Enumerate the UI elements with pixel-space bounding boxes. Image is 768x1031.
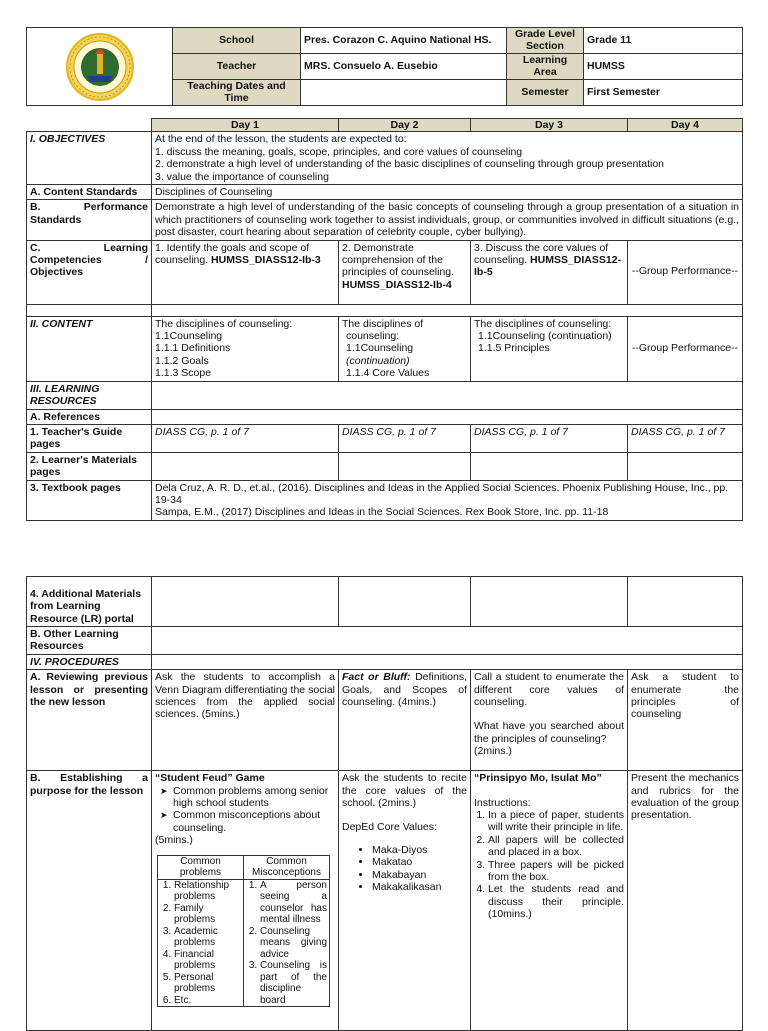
reviewing-text: Call a student to enumerate the different core values of counseling. xyxy=(474,671,624,709)
competency-day-2 xyxy=(339,240,471,304)
content-line: The disciplines of counseling: xyxy=(155,317,293,330)
reviewing-text: What have you searched about the principles of counseling? xyxy=(474,720,624,745)
establishing-purpose-label: B. Establishing a purpose for the lesson xyxy=(27,771,152,1031)
additional-materials-label: 4. Additional Materials from Learning Resource (LR) portal xyxy=(27,577,152,627)
list-item: 2. All papers will be collected and placed in a box. xyxy=(488,834,624,859)
school-label: School xyxy=(173,28,301,54)
teachers-guide-label: 1. Teacher's Guide pages xyxy=(27,424,152,452)
semester-value: First Semester xyxy=(584,80,743,106)
misconceptions-list xyxy=(244,879,330,1007)
content-standards-value: Disciplines of Counseling xyxy=(152,185,743,200)
content-line: 1.1Counseling xyxy=(155,330,223,343)
learners-materials-label: 2. Learner's Materials pages xyxy=(27,452,152,480)
day-2-header: Day 2 xyxy=(339,119,471,132)
reviewing-day-4: Ask a student to enumerate the principles of counseling xyxy=(628,670,743,771)
reviewing-time: (2mins.) xyxy=(474,745,512,758)
references-cell xyxy=(152,409,743,424)
textbook-ref: Dela Cruz, A. R. D., et.al., (2016). Disciplines and Ideas in the Applied Social Sciences. Phoenix Publishing House, Inc., pp. 19-34 xyxy=(155,481,729,506)
list-item: 1. Relationship problems xyxy=(174,880,241,903)
list-item: 2. Counseling means giving advice xyxy=(260,926,327,961)
content-line: 1.1Counseling (continuation) xyxy=(478,330,612,343)
grade-label: Grade Level Section xyxy=(507,28,584,54)
content-day-3 xyxy=(471,316,628,381)
competency-text: 2. Demonstrate comprehension of the principles of counseling. xyxy=(342,241,455,279)
objectives-text xyxy=(152,132,743,185)
content-day-1 xyxy=(152,316,339,381)
semester-label: Semester xyxy=(507,80,584,106)
content-line: 1.1.2 Goals xyxy=(155,354,209,367)
core-values-instruction: Ask the students to recite the core values of the school. (2mins.) xyxy=(342,772,467,810)
competency-text: 1. Identify the goals and scope of counseling. xyxy=(155,241,310,267)
lesson-plan-table-1 xyxy=(26,118,743,521)
objective-item: 3. value the importance of counseling xyxy=(155,170,329,183)
fact-or-bluff-title: Fact or Bluff: xyxy=(342,671,411,684)
other-resources-cell xyxy=(152,627,743,655)
teachers-guide-day-1: DIASS CG, p. 1 of 7 xyxy=(152,424,339,452)
problems-list xyxy=(158,879,244,1007)
content-line: 1.1.5 Principles xyxy=(478,342,550,355)
lesson-plan-table-2 xyxy=(26,576,743,1031)
learners-day-1 xyxy=(152,452,339,480)
day-4-header: Day 4 xyxy=(628,119,743,132)
learning-resources-cell xyxy=(152,381,743,409)
list-item: 2. Family problems xyxy=(174,903,241,926)
performance-standards-value: Demonstrate a high level of understanding of the basic concepts of counseling through a group presentation of a situation in which practitioners of counseling work together to assist individuals, group, or communities involved in difficult situations (e.g., post disaster, court hearing about separation of celebrity couple, cyber bullying). xyxy=(152,200,743,240)
performance-standards-label: B. Performance Standards xyxy=(27,200,152,240)
header-table xyxy=(26,27,743,106)
references-label: A. References xyxy=(27,409,152,424)
dates-value xyxy=(301,80,507,106)
objectives-intro: At the end of the lesson, the students are expected to: xyxy=(155,133,407,146)
content-line: The disciplines of xyxy=(342,317,424,330)
list-item: • Maka-Diyos xyxy=(372,844,467,856)
teachers-guide-day-4: DIASS CG, p. 1 of 7 xyxy=(628,424,743,452)
competency-text: 3. Discuss the core values of counseling. xyxy=(474,241,609,267)
content-day-4: --Group Performance-- xyxy=(628,316,743,381)
inner-header: Common problems xyxy=(158,855,244,879)
competencies-label: C. Learning Competencies / Objectives xyxy=(27,240,152,304)
day-3-header: Day 3 xyxy=(471,119,628,132)
area-label: Learning Area xyxy=(507,54,584,80)
content-line: 1.1Counseling xyxy=(346,342,414,355)
content-line: 1.1.4 Core Values xyxy=(346,367,430,380)
content-line: The disciplines of counseling: xyxy=(474,317,612,330)
day-1-header: Day 1 xyxy=(152,119,339,132)
reviewing-day-3 xyxy=(471,670,628,771)
school-seal-logo xyxy=(65,32,135,102)
fact-or-bluff-text: Definitions, Goals, and Scopes of counseling. (4mins.) xyxy=(342,671,468,709)
list-item: 3. Counseling is part of the discipline board xyxy=(260,960,327,1006)
textbook-label: 3. Textbook pages xyxy=(27,480,152,520)
teacher-value: MRS. Consuelo A. Eusebio xyxy=(301,54,507,80)
establishing-day-3 xyxy=(471,771,628,1031)
list-item: • Makabayan xyxy=(372,869,467,881)
problems-misconceptions-table xyxy=(157,855,330,1008)
list-item: 3. Three papers will be picked from the box. xyxy=(488,859,624,884)
content-line: 1.1.3 Scope xyxy=(155,367,212,380)
content-day-2 xyxy=(339,316,471,381)
other-resources-label: B. Other Learning Resources xyxy=(27,627,152,655)
competency-code: HUMSS_DIASS12-Ib-3 xyxy=(211,254,321,267)
competency-code: HUMSS_DIASS12-Ib-4 xyxy=(342,278,452,291)
objectives-label: I. OBJECTIVES xyxy=(27,132,152,185)
objective-item: 1. discuss the meaning, goals, scope, principles, and core values of counseling xyxy=(155,145,523,158)
learners-day-4 xyxy=(628,452,743,480)
establishing-day-4: Present the mechanics and rubrics for the evaluation of the group presentation. xyxy=(628,771,743,1031)
list-item: ➤ Common problems among senior high school students xyxy=(173,785,335,810)
list-item: 4. Financial problems xyxy=(174,949,241,972)
list-item: 3. Academic problems xyxy=(174,926,241,949)
content-line: counseling: xyxy=(346,330,400,343)
core-values-heading: DepEd Core Values: xyxy=(342,821,437,834)
time-note: (5mins.) xyxy=(155,834,193,847)
competency-day-3 xyxy=(471,240,628,304)
establishing-day-1 xyxy=(152,771,339,1031)
list-item: 5. Personal problems xyxy=(174,972,241,995)
establishing-day-2 xyxy=(339,771,471,1031)
list-item: 4. Let the students read and discuss their principle. (10mins.) xyxy=(488,883,624,920)
inner-header: Common Misconceptions xyxy=(244,855,330,879)
teachers-guide-day-2: DIASS CG, p. 1 of 7 xyxy=(339,424,471,452)
teacher-label: Teacher xyxy=(173,54,301,80)
textbook-ref: Sampa, E.M., (2017) Disciplines and Ideas in the Social Sciences. Rex Book Store, Inc. pp. 11-18 xyxy=(155,506,609,519)
list-item: 6. Etc. xyxy=(174,995,241,1007)
additional-day-2 xyxy=(339,577,471,627)
procedures-cell xyxy=(152,654,743,669)
competency-code: HUMSS_DIASS12-Ib-5 xyxy=(474,254,622,279)
reviewing-label: A. Reviewing previous lesson or presenting the new lesson xyxy=(27,670,152,771)
content-standards-label: A. Content Standards xyxy=(27,185,152,200)
content-line: (continuation) xyxy=(346,354,410,367)
objective-item: 2. demonstrate a high level of understanding of the basic disciplines of counseling through group presentation xyxy=(155,158,664,171)
competency-day-4: --Group Performance-- xyxy=(628,240,743,304)
list-item: • Makatao xyxy=(372,856,467,868)
competency-day-1 xyxy=(152,240,339,304)
grade-value: Grade 11 xyxy=(584,28,743,54)
list-item: ➤ Common misconceptions about counseling. xyxy=(173,809,335,834)
content-label: II. CONTENT xyxy=(27,316,152,381)
procedures-label: IV. PROCEDURES xyxy=(27,654,152,669)
reviewing-day-1: Ask the students to accomplish a Venn Diagram differentiating the social sciences from the applied social sciences. (5mins.) xyxy=(152,670,339,771)
list-item: 1. A person seeing a counselor has mental illness xyxy=(260,880,327,926)
list-item: 1. In a piece of paper, students will write their principle in life. xyxy=(488,809,624,834)
learners-day-3 xyxy=(471,452,628,480)
school-value: Pres. Corazon C. Aquino National HS. xyxy=(301,28,507,54)
additional-day-3 xyxy=(471,577,628,627)
spacer-row-cell xyxy=(152,304,743,316)
teachers-guide-day-3: DIASS CG, p. 1 of 7 xyxy=(471,424,628,452)
student-feud-title: “Student Feud” Game xyxy=(155,772,265,785)
content-line: 1.1.1 Definitions xyxy=(155,342,231,355)
additional-day-4 xyxy=(628,577,743,627)
textbook-value xyxy=(152,480,743,520)
area-value: HUMSS xyxy=(584,54,743,80)
additional-day-1 xyxy=(152,577,339,627)
learners-day-2 xyxy=(339,452,471,480)
reviewing-day-2 xyxy=(339,670,471,771)
dates-label: Teaching Dates and Time xyxy=(173,80,301,106)
blank-corner xyxy=(27,119,152,132)
spacer-row xyxy=(27,304,152,316)
school-seal-cell xyxy=(27,28,173,106)
list-item: • Makakalikasan xyxy=(372,881,467,893)
instructions-heading: Instructions: xyxy=(474,796,531,809)
prinsipyo-title: “Prinsipyo Mo, Isulat Mo” xyxy=(474,772,602,785)
learning-resources-label: III. LEARNING RESOURCES xyxy=(27,381,152,409)
